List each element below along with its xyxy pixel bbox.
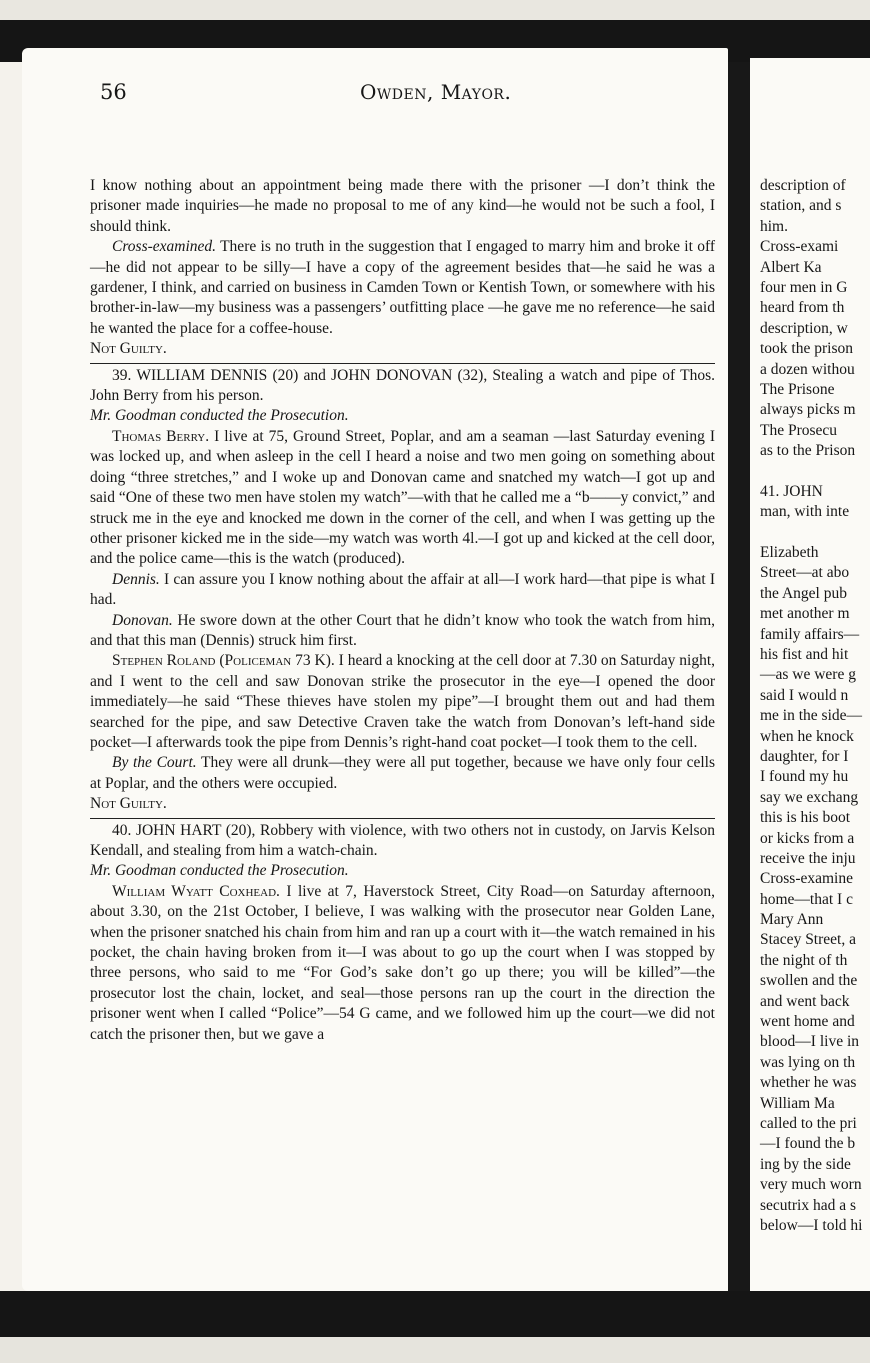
- paragraph: [90, 611, 715, 652]
- case-heading: 39. WILLIAM DENNIS (20) and JOHN DONOVAN (32), Stealing a watch and pipe of Thos. John Berry from his person.: [90, 366, 715, 405]
- prosecution-note: [90, 406, 715, 426]
- speaker-label: Thomas Berry.: [112, 427, 210, 445]
- paragraph: [90, 427, 715, 570]
- right-page-line: description of: [760, 177, 846, 194]
- right-page-line: heard from th: [760, 299, 845, 317]
- right-page-line: secutrix had a s: [760, 1196, 856, 1214]
- right-page-line: him.: [760, 217, 788, 235]
- paragraph-text: He swore down at the other Court that he didn’t know who took the watch from him, and that this man (Dennis) struck him first.: [90, 611, 716, 649]
- paragraph: [90, 651, 715, 753]
- right-page-line: Street—at abo: [760, 564, 850, 582]
- running-title: Owden, Mayor.: [360, 80, 512, 104]
- right-page-line: or kicks from a: [760, 829, 855, 847]
- right-page-line: —I found the b: [760, 1135, 856, 1153]
- right-page-line: swollen and the: [760, 972, 858, 990]
- right-page-line: The Prosecu: [760, 421, 838, 439]
- right-page-line: say we exchang: [760, 788, 859, 806]
- right-page-line: Elizabeth: [760, 544, 819, 562]
- right-page-line: was lying on th: [760, 1053, 856, 1071]
- right-page-line: as to the Prison: [760, 442, 856, 460]
- right-page-line: description, w: [760, 319, 848, 337]
- right-page-line: a dozen withou: [760, 360, 855, 378]
- paragraph: [90, 570, 715, 611]
- right-page-line: took the prison: [760, 340, 853, 358]
- page-body: [90, 176, 715, 1045]
- page-number: 56: [100, 80, 127, 104]
- right-page-line: met another m: [760, 605, 850, 623]
- prosecution-note: [90, 861, 715, 881]
- speaker-label: Cross-examined.: [112, 238, 217, 256]
- divider: [90, 818, 715, 819]
- right-page-line: his fist and hit: [760, 645, 849, 663]
- right-page-line: Cross-examine: [760, 870, 853, 888]
- right-page-line: receive the inju: [760, 849, 856, 867]
- speaker-label: William Wyatt Coxhead.: [112, 882, 280, 900]
- book-gutter: [728, 62, 750, 1291]
- right-page-line: 41. JOHN: [760, 482, 823, 500]
- scan-bottom-band: [0, 1291, 870, 1337]
- right-page-line: the night of th: [760, 951, 848, 969]
- right-page-line: William Ma: [760, 1094, 835, 1112]
- paragraph-text: There is no truth in the suggestion that I engaged to marry him and broke it off—he did not appear to be silly—I have a copy of the agreement besides that—he said he was a gardener, I think, and carried on business in Camden Town or Kentish Town, or somewhere with his brother-in-law—my business was a passengers’ outfitting place —he gave me no reference—he said he wanted the place for a coffee-house.: [90, 238, 715, 337]
- right-page-line: the Angel pub: [760, 584, 847, 602]
- paragraph-text: I live at 7, Haverstock Street, City Road—on Saturday afternoon, about 3.30, on the 21st October, I believe, I was walking with the prosecutor near Golden Lane, when the prisoner snatched his chain from him and ran up a court with it—the watch remained in his pocket, the chain having broken from it—I was about to go up the court when I was stopped by three persons, who said to me “For God’s sake don’t go up there; you will be killed”—the prosecutor lost the chain, locket, and seal—those persons ran up the court in the direction the prisoner went when I called “Police”—54 G came, and we followed him up the court—we did not catch the prisoner then, but we gave a: [90, 882, 715, 1043]
- case-heading: 40. JOHN HART (20), Robbery with violence, with two others not in custody, on Jarvis Kelson Kendall, and stealing from him a watch-chain.: [90, 821, 715, 859]
- right-page-line: whether he was: [760, 1074, 857, 1092]
- right-page-line: this is his boot: [760, 809, 851, 827]
- paragraph: [90, 753, 715, 794]
- speaker-label: By the Court.: [112, 754, 197, 772]
- paragraph: I know nothing about an appointment being made there with the prisoner —I don’t think the prisoner made inquiries—he made no proposal to me of any kind—he would not be such a fool, I should think.: [90, 177, 715, 235]
- right-page-line: me in the side—: [760, 707, 863, 725]
- verdict: Not Guilty.: [90, 795, 167, 813]
- right-page-line: I found my hu: [760, 768, 849, 786]
- right-page-line: four men in G: [760, 278, 848, 296]
- right-page-line: Stacey Street, a: [760, 931, 856, 949]
- right-page-line: daughter, for I: [760, 747, 849, 765]
- right-page-line: ing by the side: [760, 1155, 851, 1173]
- speaker-label: Donovan.: [112, 611, 173, 629]
- right-page-line: called to the pri: [760, 1114, 857, 1132]
- paragraph: [90, 237, 715, 339]
- divider: [90, 363, 715, 364]
- right-page-line: Mary Ann: [760, 911, 824, 929]
- scan-top-margin: [0, 0, 870, 20]
- right-page-line: blood—I live in: [760, 1033, 860, 1051]
- verdict: Not Guilty.: [90, 340, 167, 358]
- right-page-line: —as we were g: [760, 666, 856, 684]
- right-page-line: very much worn: [760, 1176, 862, 1194]
- right-page-line: Albert Ka: [760, 258, 822, 276]
- speaker-label: Stephen Roland (Policeman 73 K).: [112, 652, 335, 670]
- right-page-line: Cross-exami: [760, 238, 839, 256]
- right-page-column: [760, 176, 870, 1236]
- paragraph-text: I live at 75, Ground Street, Poplar, and am a seaman —last Saturday evening I was locked up, and when asleep in the cell I heard a noise and two men going on something about doing “three stretches,” and I woke up and Donovan came and snatched my watch—I got up and said “One of these two men have stolen my watch”—with that he called me a “b——y convict,” and struck me in the eye and knocked me down in the corner of the cell, and when I was getting up the other prisoner kicked me in the side—my watch was worth 4l.—I got up and kicked at the cell door, and the police came—this is the watch (produced).: [90, 427, 715, 568]
- right-page-line: below—I told hi: [760, 1216, 863, 1234]
- right-page-line: The Prisone: [760, 380, 835, 398]
- right-page-line: home—that I c: [760, 890, 853, 908]
- prosecution-text: Mr. Goodman conducted the Prosecution.: [90, 407, 349, 425]
- right-page-line: and went back: [760, 992, 850, 1010]
- prosecution-text: Mr. Goodman conducted the Prosecution.: [90, 862, 349, 880]
- right-page-line: family affairs—: [760, 625, 860, 643]
- scan-bottom-margin: [0, 1337, 870, 1363]
- right-page-line: station, and s: [760, 197, 842, 215]
- right-page-line: [760, 461, 870, 481]
- paragraph-text: I can assure you I know nothing about the affair at all—I work hard—that pipe is what I had.: [90, 570, 716, 609]
- paragraph-text: I heard a knocking at the cell door at 7.30 on Saturday night, and I went to the cell and saw Donovan strike the prosecutor in the eye—I opened the door immediately—he said “These thieves have stolen my pipe”—I brought them out and had them searched for the pipe, and saw Detective Craven take the watch from Donovan’s left-hand side pocket—I afterwards took the pipe from Dennis’s right-hand coat pocket—I took them to the cell.: [90, 652, 716, 751]
- paragraph: [90, 882, 715, 1045]
- paragraph-text: They were all drunk—they were all put together, because we have only four cells at Poplar, and the others were occupied.: [90, 754, 715, 792]
- speaker-label: Dennis.: [112, 570, 160, 588]
- right-page-line: said I would n: [760, 686, 849, 704]
- right-page-line: went home and: [760, 1013, 855, 1031]
- right-page-line: [760, 523, 870, 543]
- right-page-line: always picks m: [760, 401, 856, 419]
- right-page-line: when he knock: [760, 727, 854, 745]
- right-page-line: man, with inte: [760, 503, 850, 521]
